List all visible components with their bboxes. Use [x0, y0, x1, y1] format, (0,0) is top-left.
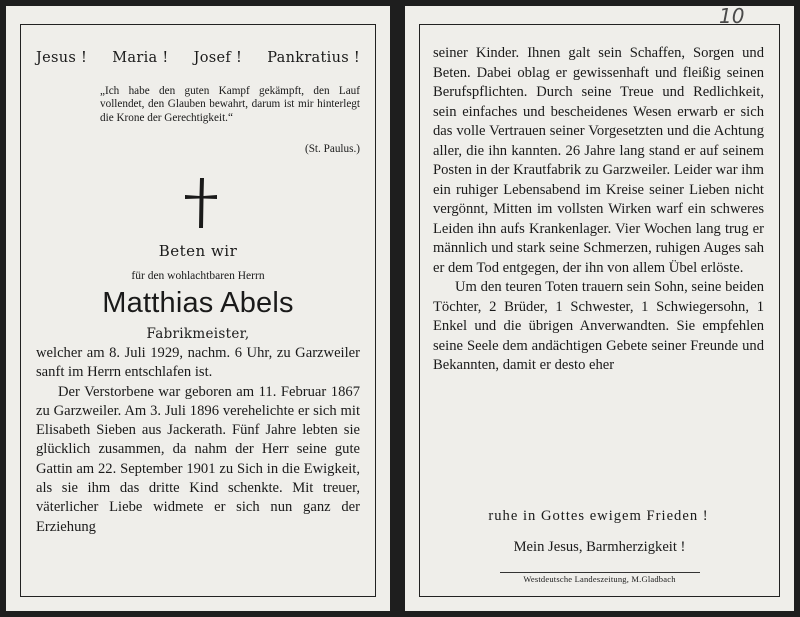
handwritten-page-number: 10	[719, 4, 745, 28]
quote-attribution: (St. Paulus.)	[304, 143, 360, 155]
deceased-name: Matthias Abels	[102, 287, 294, 319]
biography-continued-paragraph: seiner Kinder. Ihnen galt sein Schaffen, Sorgen und Beten. Dabei oblag er gewissenhaft und fleißig seinen Berufspflichten. Durch seine Treue und Redlichkeit, sein einfaches und bescheidenes Wesen erwarb er sich das volle Vertrauen seiner Vorgesetzten und die Achtung aller, die ihn kannten. 26 Jahre lang stand er auf seinem Posten in der Krautfabrik zu Garzweiler. Leider war ihm ein ruhiger Lebensabend im Kreise seiner Lieben nicht vergönnt, Mitten im vollsten Wirken warf ein schweres Leiden ihn aufs Krankenlager. Vier Wochen lang trug er männlich und stark seine Schmerzen, ruhigen Auges sah er dem Tod entgegen, der ihn von allem Übel erlöste.	[433, 45, 764, 276]
printer-divider	[500, 572, 700, 573]
latin-cross-icon	[181, 176, 221, 230]
beten-wir-heading: Beten wir	[158, 242, 238, 260]
closing-line: ruhe in Gottes ewigem Frieden !	[488, 508, 709, 524]
right-page	[405, 6, 794, 611]
left-page	[6, 6, 390, 611]
occupation: Fabrikmeister,	[146, 326, 250, 342]
closing-prayer: Mein Jesus, Barmherzigkeit !	[513, 539, 686, 555]
invocation-line	[36, 50, 360, 66]
left-body-text	[36, 344, 360, 537]
dedication-line: für den wohlachtbaren Herrn	[131, 270, 265, 282]
biography-paragraph: Der Verstorbene war geboren am 11. Februar 1867 zu Garzweiler. Am 3. Juli 1896 verehelichte er sich mit Elisabeth Sieben aus Jackerath. Fünf Jahre lebten sie glücklich zusammen, da nahm der Herr seine gute Gattin am 22. September 1901 zu Sich in die Ewigkeit, als sie ihm das dritte Kind schenkte. Mit treuer, väterlicher Liebe widmete er sich nun ganz der Erziehung	[36, 383, 360, 535]
invocation-jesus: Jesus !	[36, 50, 88, 66]
death-notice-paragraph: welcher am 8. Juli 1929, nachm. 6 Uhr, zu Garzweiler sanft im Herrn entschlafen ist.	[36, 345, 360, 381]
invocation-pankratius: Pankratius !	[267, 50, 360, 66]
invocation-josef: Josef !	[193, 50, 243, 66]
mourners-paragraph: Um den teuren Toten trauern sein Sohn, seine beiden Töchter, 2 Brüder, 1 Schwester, 1 Schwiegersohn, 1 Enkel und die übrigen Anverwandten. Sie empfehlen seine Seele dem andächtigen Gebete seiner Freunde und Bekannten, damit er desto eher	[433, 279, 764, 373]
printer-imprint: Westdeutsche Landeszeitung, M.Gladbach	[523, 574, 676, 584]
right-body-text	[433, 44, 764, 376]
bible-quote: „Ich habe den guten Kampf gekämpft, den Lauf vollendet, den Glauben bewahrt, darum ist mir hinterlegt die Krone der Gerechtigkeit.“	[100, 85, 360, 124]
invocation-maria: Maria !	[112, 50, 169, 66]
